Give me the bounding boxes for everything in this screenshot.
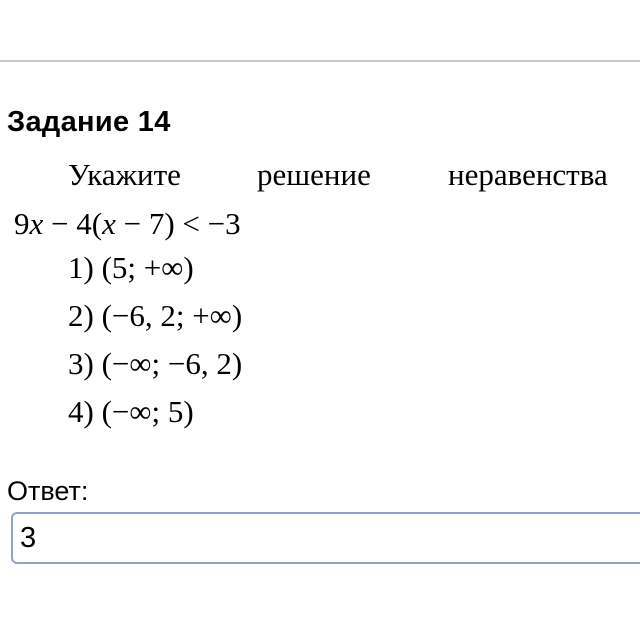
inequality-variable: x	[29, 206, 44, 241]
question-word: Укажите	[68, 157, 181, 192]
answer-option-3: 3) (−∞; −6, 2)	[68, 346, 243, 381]
header-area	[0, 0, 640, 60]
answer-option-1: 1) (5; +∞)	[68, 250, 194, 285]
inequality-part: − 7) < −3	[115, 206, 241, 241]
answer-option-2: 2) (−6, 2; +∞)	[68, 298, 243, 333]
question-word: неравенства	[448, 157, 608, 192]
answer-input[interactable]	[11, 512, 640, 564]
inequality-variable: x	[102, 206, 116, 241]
inequality-part: − 4(	[43, 206, 103, 241]
inequality	[14, 204, 241, 244]
question-word: решение	[257, 157, 371, 192]
answer-label: Ответ:	[7, 476, 89, 506]
divider	[0, 60, 640, 62]
answer-option-4: 4) (−∞; 5)	[68, 394, 194, 429]
answer-options	[68, 248, 242, 440]
inequality-part: 9	[14, 206, 30, 241]
task-title: Задание 14	[7, 106, 171, 138]
